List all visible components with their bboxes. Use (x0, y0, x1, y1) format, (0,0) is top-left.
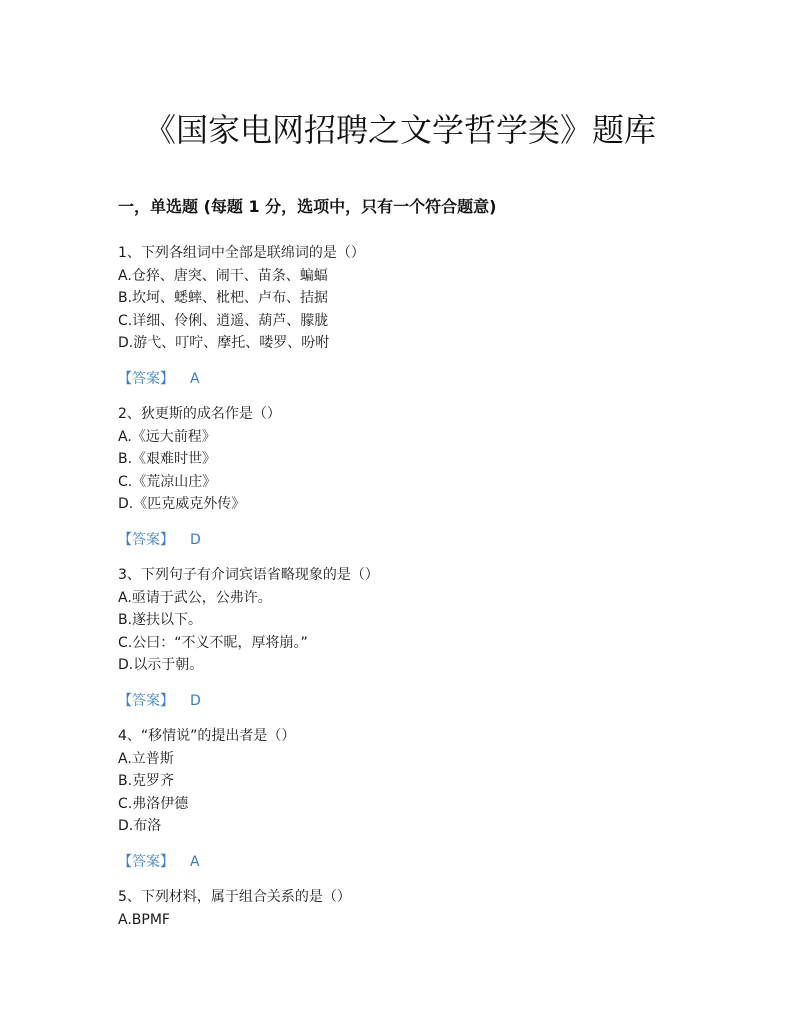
answer-row (118, 529, 718, 552)
answer-row (118, 851, 718, 874)
option-d: D.《匹克威克外传》 (118, 496, 246, 512)
option-c: C.详细、伶俐、逍遥、葫芦、朦胧 (118, 312, 329, 329)
option-b: B.克罗齐 (118, 773, 175, 789)
answer-value: A (190, 853, 200, 870)
question-stem: 3、下列句子有介词宾语省略现象的是（） (118, 567, 379, 583)
option-b: B.坎坷、蟋蟀、枇杷、卢布、拮据 (118, 290, 329, 306)
question-list (118, 242, 718, 931)
answer-value: D (190, 531, 201, 548)
option-c: C.弗洛伊德 (118, 795, 189, 812)
answer-label: 【答案】 (118, 531, 174, 548)
question-2 (118, 403, 718, 551)
question-4 (118, 725, 718, 873)
question-1 (118, 242, 718, 390)
answer-value: D (190, 692, 201, 709)
option-a: A.BPMF (118, 911, 170, 928)
option-c: C.《荒凉山庄》 (118, 473, 217, 490)
option-d: D.游弋、叮咛、摩托、喽罗、吩咐 (118, 335, 330, 351)
answer-label: 【答案】 (118, 370, 174, 387)
question-stem: 1、下列各组词中全部是联绵词的是（） (118, 245, 365, 261)
option-b: B.遂扶以下。 (118, 612, 203, 628)
question-stem: 4、“移情说”的提出者是（） (118, 728, 296, 744)
answer-label: 【答案】 (118, 853, 174, 870)
question-stem: 5、下列材料，属于组合关系的是（） (118, 889, 351, 905)
question-5 (118, 886, 718, 931)
answer-row (118, 368, 718, 391)
answer-value: A (190, 370, 200, 387)
answer-row (118, 690, 718, 713)
option-d: D.布洛 (118, 818, 162, 834)
question-3 (118, 564, 718, 712)
section-title: 一，单选题 (每题 1 分，选项中，只有一个符合题意) (118, 197, 497, 216)
option-d: D.以示于朝。 (118, 657, 204, 673)
option-c: C.公曰：“不义不昵，厚将崩。” (118, 634, 308, 651)
option-a: A.《远大前程》 (118, 428, 216, 445)
question-stem: 2、狄更斯的成名作是（） (118, 406, 281, 422)
document-title: 《国家电网招聘之文学哲学类》题库 (143, 111, 656, 149)
answer-label: 【答案】 (118, 692, 174, 709)
option-a: A.亟请于武公，公弗许。 (118, 589, 272, 606)
option-a: A.仓猝、唐突、闹干、苗条、蝙蝠 (118, 267, 328, 284)
option-a: A.立普斯 (118, 750, 174, 767)
option-b: B.《艰难时世》 (118, 451, 217, 467)
